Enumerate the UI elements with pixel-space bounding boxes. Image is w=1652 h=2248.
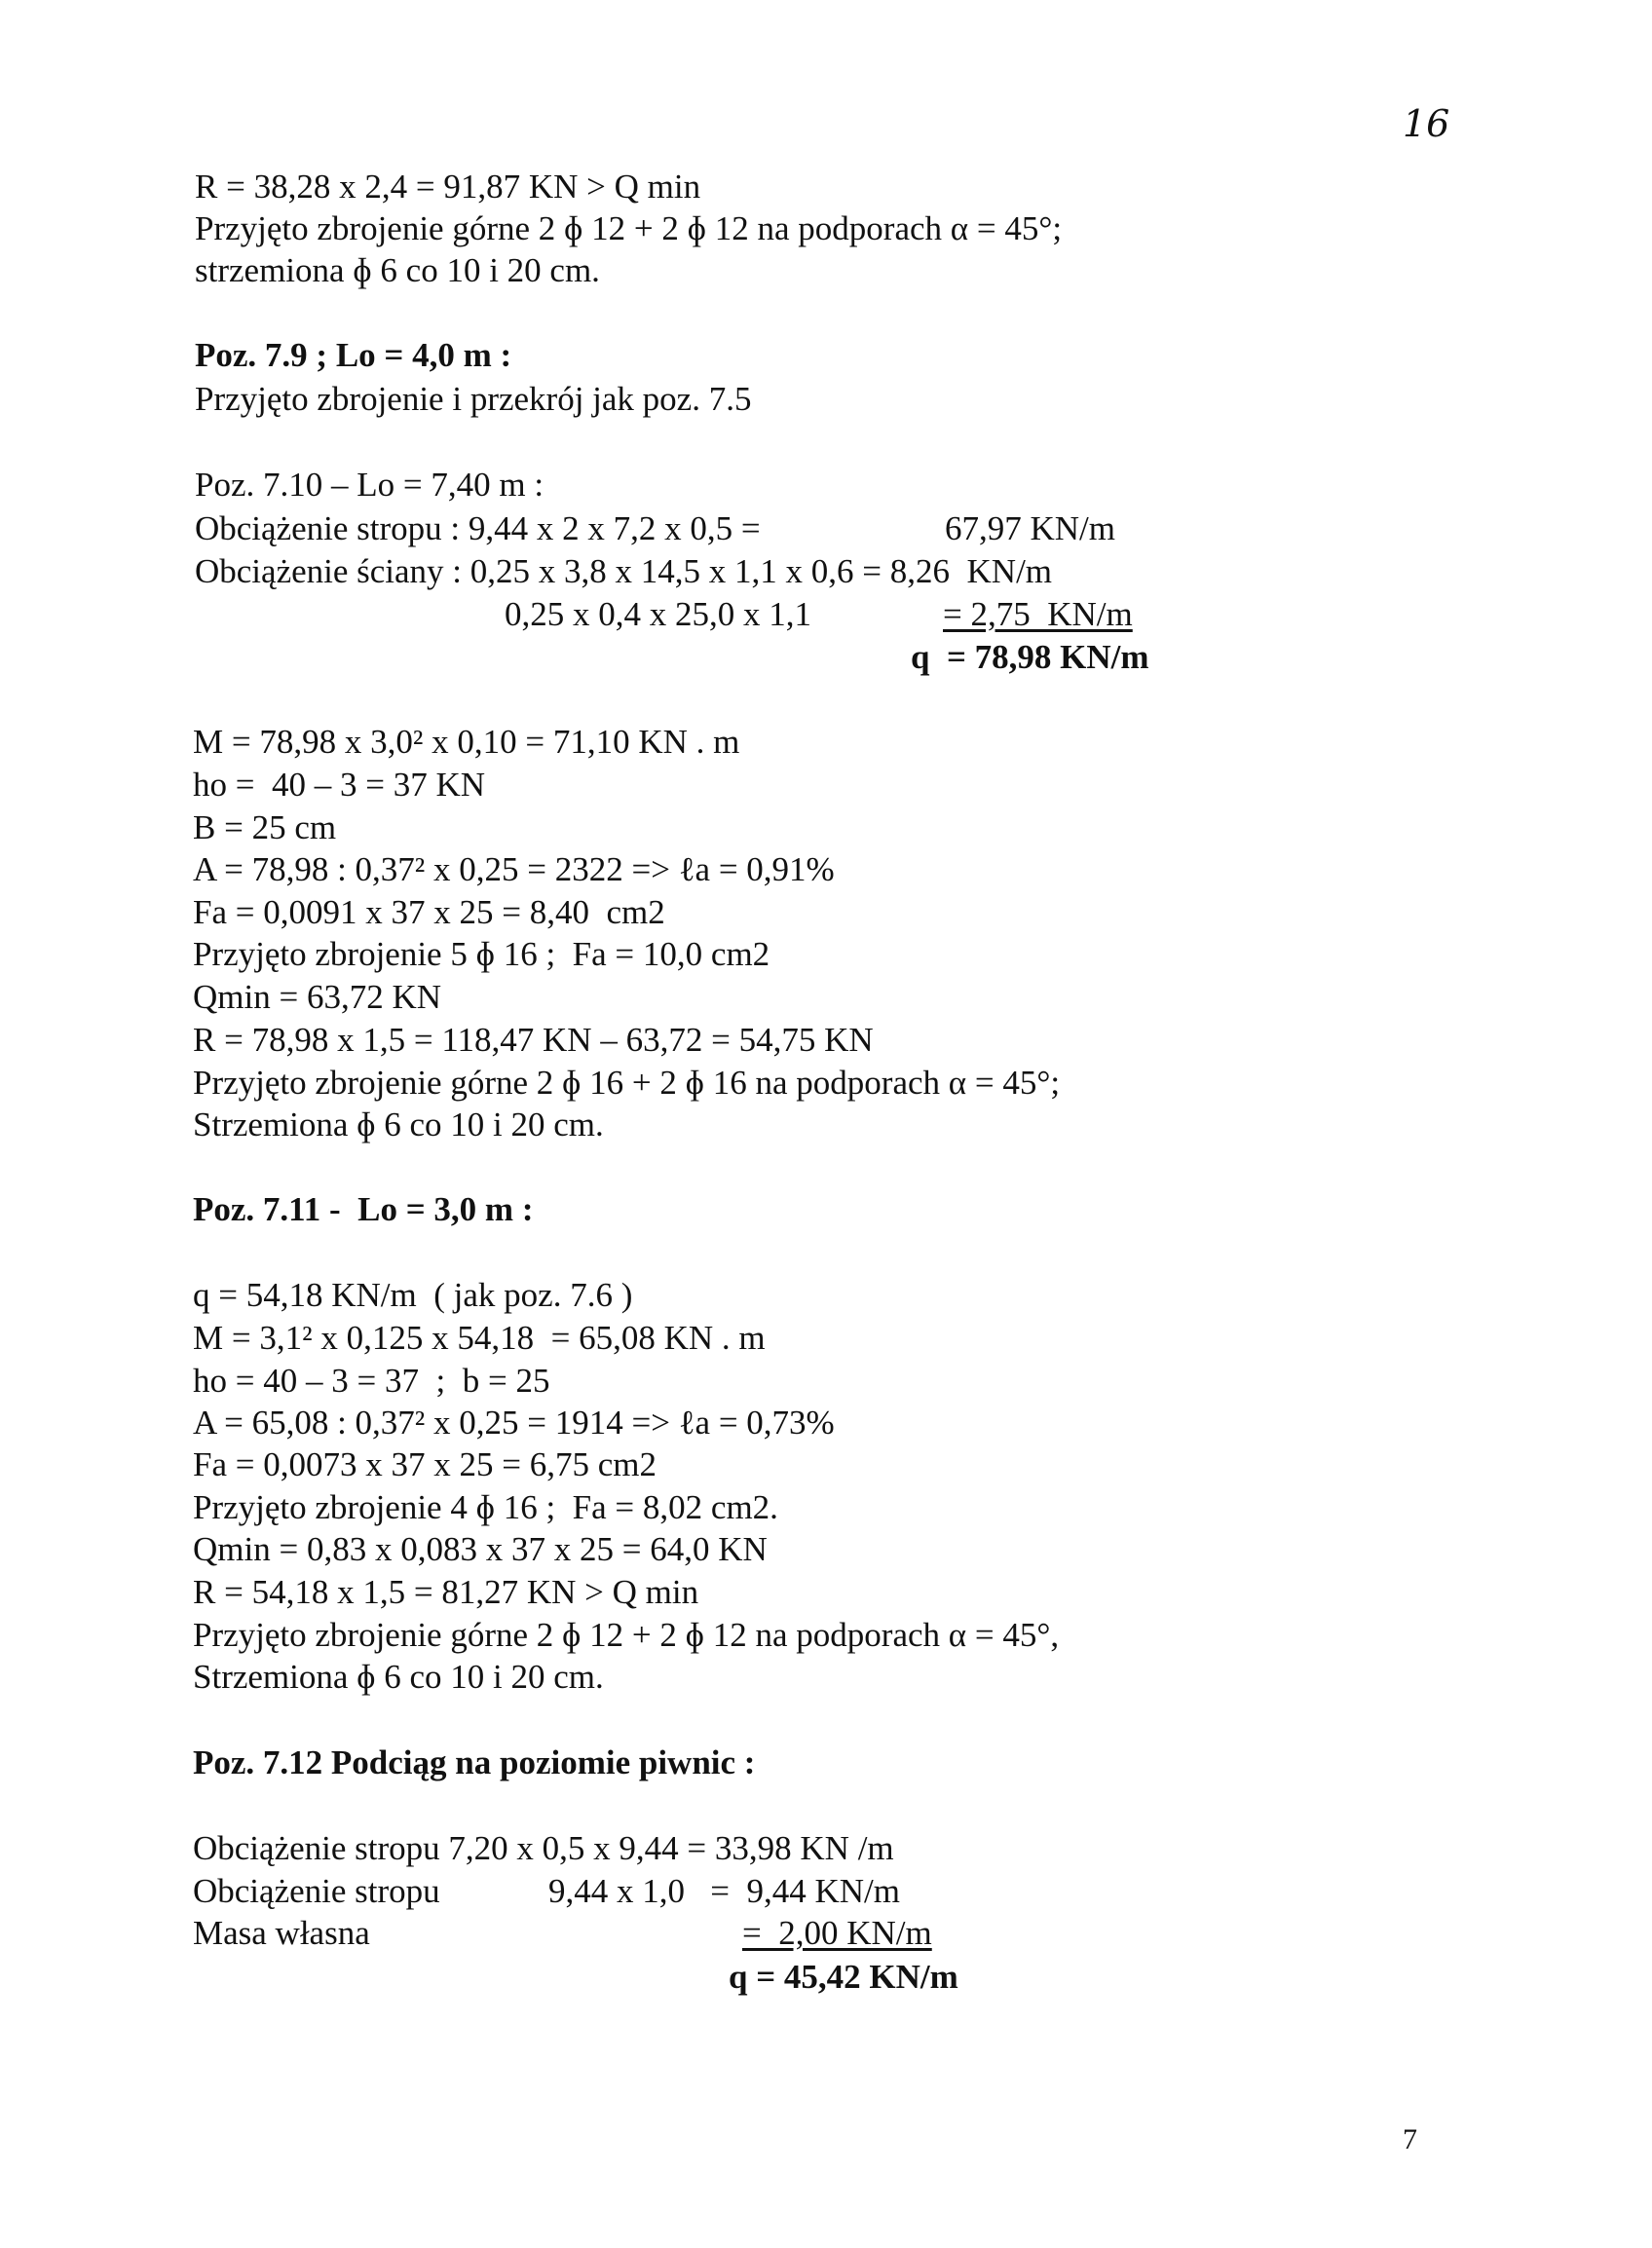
calc-line: Qmin = 63,72 KN [193, 978, 442, 1016]
handwritten-page-mark: 16 [1403, 102, 1450, 145]
text-line: R = 38,28 x 2,4 = 91,87 KN > Q min [195, 168, 701, 206]
calc-line: M = 78,98 x 3,0² x 0,10 = 71,10 KN . m [193, 723, 740, 761]
calc-line: R = 78,98 x 1,5 = 118,47 KN – 63,72 = 54,75 KN [193, 1021, 874, 1059]
calc-line: Przyjęto zbrojenie górne 2 ɸ 12 + 2 ɸ 12 na podporach α = 45°, [193, 1616, 1060, 1654]
calc-line: Qmin = 0,83 x 0,083 x 37 x 25 = 64,0 KN [193, 1530, 768, 1568]
calc-line: Fa = 0,0091 x 37 x 25 = 8,40 cm2 [193, 893, 665, 931]
section-heading: Poz. 7.10 – Lo = 7,40 m : [195, 466, 544, 504]
load-value: 67,97 KN/m [945, 509, 1115, 547]
load-total: q = 78,98 KN/m [911, 638, 1149, 676]
calc-line: ho = 40 – 3 = 37 ; b = 25 [193, 1362, 550, 1400]
load-line: Obciążenie stropu 7,20 x 0,5 x 9,44 = 33,98 KN /m [193, 1829, 894, 1867]
calc-line: q = 54,18 KN/m ( jak poz. 7.6 ) [193, 1276, 633, 1314]
calc-line: Strzemiona ɸ 6 co 10 i 20 cm. [193, 1658, 604, 1696]
calc-line: A = 78,98 : 0,37² x 0,25 = 2322 => ℓa = 0,91% [193, 850, 835, 888]
calc-line: Przyjęto zbrojenie 4 ɸ 16 ; Fa = 8,02 cm2. [193, 1488, 778, 1526]
calc-line: A = 65,08 : 0,37² x 0,25 = 1914 => ℓa = 0,73% [193, 1404, 835, 1442]
calc-line: Przyjęto zbrojenie górne 2 ɸ 16 + 2 ɸ 16 na podporach α = 45°; [193, 1064, 1061, 1102]
load-line: Obciążenie stropu : 9,44 x 2 x 7,2 x 0,5 = [195, 509, 761, 547]
text-line: strzemiona ɸ 6 co 10 i 20 cm. [195, 251, 600, 289]
calc-line: Przyjęto zbrojenie 5 ɸ 16 ; Fa = 10,0 cm2 [193, 935, 770, 973]
load-line: 0,25 x 0,4 x 25,0 x 1,1 [505, 595, 811, 633]
calc-line: ho = 40 – 3 = 37 KN [193, 766, 486, 804]
load-value: 9,44 x 1,0 = 9,44 KN/m [548, 1872, 900, 1910]
load-line: Masa własna [193, 1914, 370, 1952]
load-line: Obciążenie stropu [193, 1872, 440, 1910]
page-number: 7 [1403, 2123, 1417, 2155]
text-line: Przyjęto zbrojenie i przekrój jak poz. 7.5 [195, 380, 752, 418]
load-line: Obciążenie ściany : 0,25 x 3,8 x 14,5 x 1,1 x 0,6 = 8,26 KN/m [195, 552, 1053, 590]
section-heading: Poz. 7.9 ; Lo = 4,0 m : [195, 336, 512, 374]
load-value: = 2,75 KN/m [943, 595, 1133, 633]
calc-line: Fa = 0,0073 x 37 x 25 = 6,75 cm2 [193, 1445, 657, 1483]
load-total: q = 45,42 KN/m [729, 1958, 958, 1996]
load-value: = 2,00 KN/m [742, 1914, 932, 1952]
calc-line: B = 25 cm [193, 808, 337, 846]
calc-line: Strzemiona ɸ 6 co 10 i 20 cm. [193, 1105, 604, 1143]
section-heading: Poz. 7.11 - Lo = 3,0 m : [193, 1190, 534, 1228]
calc-line: M = 3,1² x 0,125 x 54,18 = 65,08 KN . m [193, 1319, 766, 1357]
calc-line: R = 54,18 x 1,5 = 81,27 KN > Q min [193, 1573, 699, 1611]
section-heading: Poz. 7.12 Podciąg na poziomie piwnic : [193, 1743, 756, 1781]
text-line: Przyjęto zbrojenie górne 2 ɸ 12 + 2 ɸ 12 na podporach α = 45°; [195, 209, 1063, 247]
